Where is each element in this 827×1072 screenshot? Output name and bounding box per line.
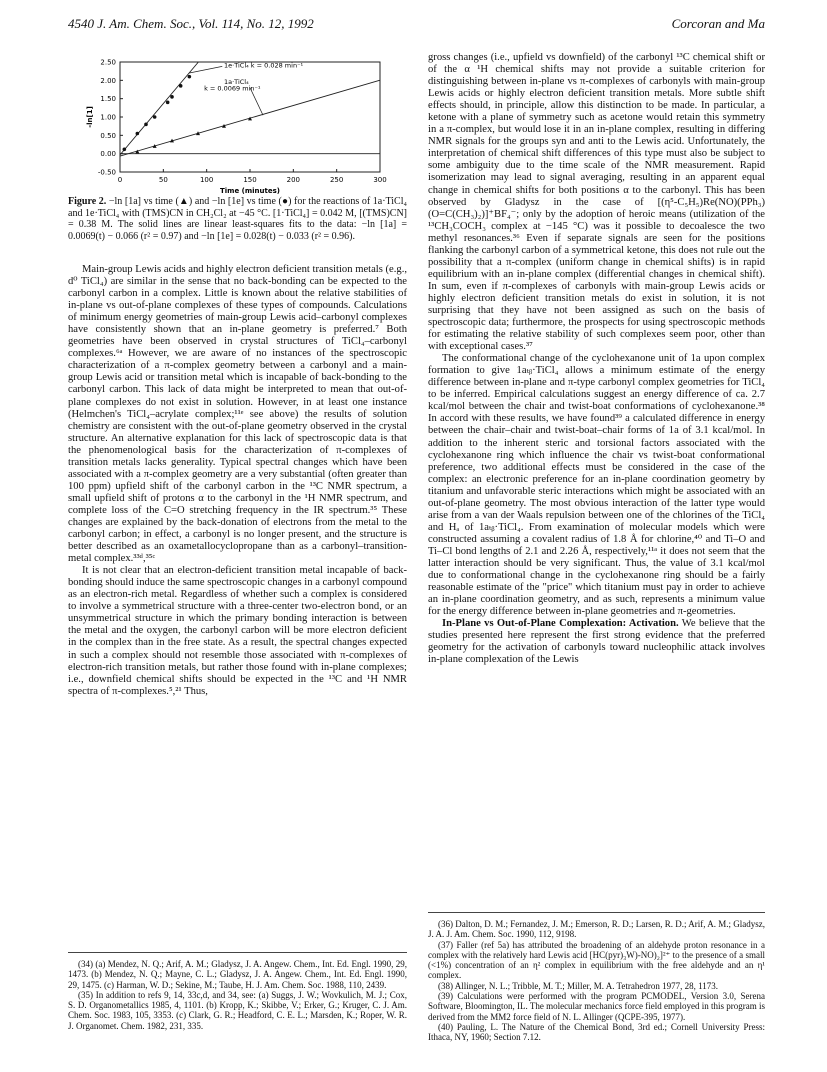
body-paragraph: Main-group Lewis acids and highly electron deficient transition metals (e.g., d⁰ TiCl₄) are similar in the sense that no back-bonding can be expected to the carbonyl carbon in a complex. Little is known about the relative stabilities of in-plane vs out-of-plane complexes of these types of compounds. Calculations of minimum energy geometries of main-group Lewis acid–carbonyl complexes have consistently shown that an in-plane geometry is preferred.⁷ Both geometries have been observed in crystal structures of TiCl₄–carbonyl complexes.⁶ᵃ However, we are aware of no instances of the spectroscopic characterization of a π-complex geometry between a carbonyl and a main-group Lewis acid or transition metal which is incapable of back-bonding to the carbonyl carbon. This lack of data might be interpreted to mean that out-of-plane complexes do not exist in solution. However, in at least one instance (Helmchen's TiCl₄–acrylate complex;¹¹ᵉ see above) the results of solution chemistry are consistent with the out-of-plane geometry observed in the crystal structure. An alternative explanation for this lack of spectroscopic data is that the phenomenological basis for the characterization of π-complexes of transition metals lacks generality. Typical spectral changes which have been associated with a π-complex geometry are a very substantial (often greater than 100 ppm) upfield shift of the carbonyl carbon in the ¹³C NMR spectrum, a small upfield shift of protons α to the carbonyl in the ¹H NMR spectrum, and complete loss of the C=O stretching frequency in the IR spectrum.³⁵ These changes are explained by the back-donation of electrons from the metal to the carbonyl carbon; in effect, a carbonyl is no longer present, and the structure is better described as an oxametallocyclopropane than as a carbonyl–transition-metal complex.³³ᵈ,³⁵ᶜ [68,264,407,565]
footnote: (35) In addition to refs 9, 14, 33c,d, and 34, see: (a) Suggs, J. W.; Wovkulich, M. J.; Cox, S. D. Organometallics 1985, 4, 1101. (b) Kropp, K.; Skibbe, V.; Erker, G.; Kruger, C. J. Am. Chem. Soc. 1983, 105, 3353. (c) Clark, G. R.; Headford, C. E. L.; Marsden, K.; Roper, W. R. J. Organomet. Chem. 1982, 231, 335. [68,989,407,1031]
data-point-circle [166,101,170,105]
section-heading: In-Plane vs Out-of-Plane Complexation: Activation. [442,618,679,630]
footnote: (38) Allinger, N. L.; Tribble, M. T.; Miller, M. A. Tetrahedron 1977, 28, 1173. [438,980,719,991]
x-axis-label: Time (minutes) [220,187,280,194]
figure-caption [68,196,407,242]
annotation-label: k = 0.0069 min⁻¹ [204,84,261,93]
footnote: (39) Calculations were performed with the program PCMODEL, Version 3.0, Serena Software, Bloomington, IL. The molecular mechanics force field employed in this program is derived from the MM2 force field of N. L. Allinger (QCPE-395, 1977). [428,991,765,1022]
x-tick-label: 200 [286,176,301,184]
authors-header: Corcoran and Ma [671,16,765,31]
body-paragraph: It is not clear that an electron-deficient transition metal incapable of back-bonding should induce the same spectroscopic changes in a carbonyl compound as an electron-rich metal. Regardless of whether such a complex is considered to involve a symmetrical structure with a three-center two-electron bond, or an unsymmetrical structure in which the primary bonding interaction is between the metal and the oxygen, the carbonyl carbon will be more electron deficient in the complex than in the free state. As a result, the spectral changes expected in such a complex should not resemble those associated with π-complexes of electron-rich transition metals, but rather those found with in-plane complexes; i.e., downfield chemical shifts should be expected in the ¹³C and ¹H NMR spectra of π-complexes.⁵,²¹ Thus, [68,565,407,697]
footnotes-right [428,912,765,1043]
data-point-circle [179,84,183,88]
data-point-circle [188,75,192,79]
y-axis-label: -ln[1] [86,106,94,128]
footnote: (40) Pauling, L. The Nature of the Chemical Bond, 3rd ed.; Cornell University Press: Ithaca, NY, 1960; Section 7.12. [428,1021,765,1043]
figure-caption-text: −ln [1a] vs time (▲) and −ln [1e] vs time (●) for the reactions of 1a·TiCl₄ and 1e·TiCl₄ with (TMS)CN in CH₂Cl₂ at −45 °C. [1·TiCl₄] = 0.042 M, [(TMS)CN] = 0.38 M. The solid lines are linear least-squares fits to the data: −ln [1a] = 0.0069(t) − 0.066 (r² = 0.97) and −ln [1e] = 0.028(t) − 0.033 (r² = 0.96). [68,196,407,242]
data-point-circle [123,147,127,151]
annotation-label: 1a·TiCl₄ [224,78,249,86]
figure-label: Figure 2. [68,196,107,207]
body-paragraph: We believe that the studies presented here represent the first strong evidence that the preferred geometry for the activation of carbonyls toward nucleophilic attack involves in-plane complexation of the Lewis [428,618,766,666]
data-point-circle [136,132,140,136]
body-paragraph: The conformational change of the cyclohexanone unit of 1a upon complex formation to give 1aₜᵦ·TiCl₄ allows a minimum estimate of the energy difference between in-plane and π-type carbonyl complex geometries for TiCl₄ to be inferred. Empirical calculations suggest an energy difference of ca. 2.7 kcal/mol between the chair and twist-boat conformations of cyclohexanone.³⁸ In accord with these results, we have found³⁹ a calculated difference in energy between the chair–chair and twist-boat–chair forms of 1a of 3.1 kcal/mol. In addition to the inherent steric and torsional factors associated with the cyclohexanone ring which influence the chair vs twist-boat conformational preference, two additional effects must be considered in the case of the complex: an electronic preference for an in-plane coordination geometry by titanium and unfavorable steric interactions which might be associated with an out-of-plane geometry. The most obvious interaction of the latter type would arise from a van der Waals repulsion between one of the chlorines of the TiCl₄ and Hₐ of 1aₜᵦ·TiCl₄. From examination of molecular models which were constructed assuming a covalent radius of 1.8 Å for chlorine,⁴⁰ and Ti–O and Ti–Cl bond lengths of 2.1 and 2.26 Å, respectively,¹¹ᵃ it does not seem that the latter interaction should be very significant. Thus, the value of 3.1 kcal/mol due to conformational change in the cyclohexanone ring should be a fairly reasonable estimate of the "price" which titanium must pay in order to achieve an in-plane coordination geometry, and as such, represents a minimum value for the energy difference between in-plane geometries and π-geometries. [428,353,765,618]
journal-citation: 4540 J. Am. Chem. Soc., Vol. 114, No. 12, 1992 [68,16,314,31]
x-tick-label: 150 [243,176,257,184]
x-tick-label: 50 [158,176,168,184]
y-tick-label: 1.50 [100,95,116,104]
y-tick-label: 2.00 [100,76,116,85]
footnotes-left [68,952,407,1031]
annotation-label: 1e·TiCl₄ k = 0.028 min⁻¹ [224,61,304,70]
data-point-circle [153,115,157,119]
data-point-circle [144,123,148,127]
footnote: (34) (a) Mendez, N. Q.; Arif, A. M.; Gladysz, J. A. Angew. Chem., Int. Ed. Engl. 1990, 29, 1473. (b) Mendez, N. Q.; Mayne, C. L.; Gladysz, J. A. Angew. Chem., Int. Ed. Engl. 1990, 29, 1475. (c) Harman, W. D.; Sekine, M.; Taube, H. J. Am. Chem. Soc. 1988, 110, 2439. [68,959,407,990]
y-tick-label: 2.50 [100,58,116,67]
right-column [428,52,765,666]
x-tick-label: 300 [373,176,387,184]
left-column [68,264,407,698]
y-tick-label: 0.00 [100,150,116,159]
y-tick-label: 0.50 [100,131,116,140]
fit-line [120,62,198,155]
running-header [68,16,765,36]
x-tick-label: 250 [329,176,344,184]
body-paragraph: gross changes (i.e., upfield vs downfield) of the carbonyl ¹³C chemical shift or of the α ¹H chemical shifts may not provide a suitable criterion for distinguishing between in-plane vs π-complexes of carbonyls with main-group Lewis acids or highly electron deficient transition metals. More subtle shift effects should, in principle, allow this distinction to be made. In particular, a ketone with a plane of symmetry such as acetone would retain this symmetry in a π-complex, but would lose it in an in-plane complex, resulting in differing NMR signals for the groups syn and anti to the Lewis acid. Unfortunately, the interpretation of chemical shift differences of this type must also be subject to some ambiguity due to the time scale of the NMR measurement. Rapid isomerization may lead to signal averaging, resulting in an apparent equal change in chemical shifts for both positions α to the carbonyl. This has been observed by Gladysz in the case of [(η⁵-C₅H₅)Re(NO)(PPh₃)(O=C(CH₃)₂)]⁺BF₄⁻; only by the adoption of heroic means (utilization of the ¹³CH₃COCH₃ complex at −145 °C) was it possible to decoalesce the two methyl resonances.³⁶ Even if separate signals are seen for the positions flanking the carbonyl carbon of a symmetrical ketone, this does not rule out the possibility that a π-complex (uniform change in chemical shifts) is in rapid equilibrium with an in-plane complex (differential changes in chemical shift). In sum, even if π-complexes of carbonyls with main-group Lewis acids or highly electron deficient transition metals do exist in solution, it is not surprising that they have not been assigned as such on the basis of spectroscopic data; furthermore, the prospects for using spectroscopic methods for estimating the relative stability of such complexes seem poor, other than with exceptional cases.³⁷ [428,52,765,353]
y-tick-label: -0.50 [97,168,116,177]
footnote: (36) Dalton, D. M.; Fernandez, J. M.; Emerson, R. D.; Larsen, R. D.; Arif, A. M.; Gladysz, J. A. J. Am. Chem. Soc. 1990, 112, 9198. [428,919,765,940]
x-tick-label: 100 [199,176,214,184]
kinetics-chart [80,54,400,194]
data-point-circle [170,95,174,99]
y-tick-label: 1.00 [100,113,116,122]
x-tick-label: 0 [117,176,123,184]
footnote: (37) Faller (ref 5a) has attributed the broadening of an aldehyde proton resonance in a complex with the relatively hard Lewis acid [HC(pyr)₃W)-NO)₂]²⁺ to the presence of a small (<1%) concentration of an η² complex in equilibrium with the free aldehyde and an η¹ complex. [428,939,765,981]
